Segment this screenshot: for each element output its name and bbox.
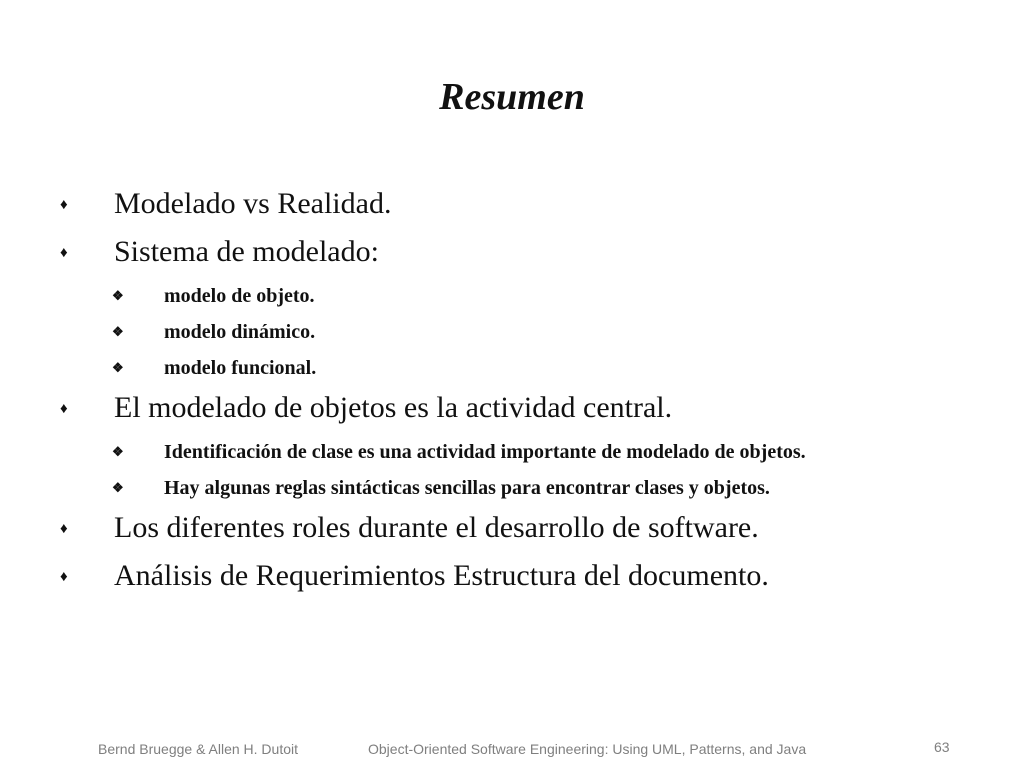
sub-bullet-text: modelo de objeto.	[164, 285, 315, 307]
four-diamond-bullet-icon: ❖	[112, 324, 124, 339]
bullet-item-analisis-requerimientos	[60, 558, 964, 594]
bullet-item-modelado-de-objetos	[60, 390, 964, 426]
bullet-text: El modelado de objetos es la actividad central.	[114, 391, 673, 424]
footer-authors: Bernd Bruegge & Allen H. Dutoit	[98, 741, 299, 757]
bullet-list	[60, 186, 964, 606]
four-diamond-bullet-icon: ❖	[112, 480, 124, 495]
slide-title: Resumen	[439, 76, 585, 118]
bullet-text: Los diferentes roles durante el desarrollo de software.	[114, 511, 759, 544]
sub-bullet-text: Hay algunas reglas sintácticas sencillas para encontrar clases y objetos.	[164, 477, 770, 499]
sub-bullet-item-identificacion-de-clase	[60, 438, 964, 466]
diamond-bullet-icon: ♦	[60, 197, 68, 213]
diamond-bullet-icon: ♦	[60, 521, 68, 537]
sub-bullet-item-modelo-dinamico	[60, 318, 964, 346]
bullet-text: Sistema de modelado:	[114, 235, 379, 268]
four-diamond-bullet-icon: ❖	[112, 360, 124, 375]
sub-bullet-text: modelo funcional.	[164, 357, 317, 379]
sub-bullet-text: Identificación de clase es una actividad importante de modelado de objetos.	[164, 441, 806, 463]
sub-bullet-item-reglas-sintacticas	[60, 474, 964, 502]
bullet-text: Análisis de Requerimientos Estructura del documento.	[114, 559, 769, 592]
diamond-bullet-icon: ♦	[60, 401, 68, 417]
sub-bullet-item-modelo-de-objeto	[60, 282, 964, 310]
bullet-item-sistema-de-modelado	[60, 234, 964, 270]
bullet-item-roles-desarrollo	[60, 510, 964, 546]
bullet-item-modelado-vs-realidad	[60, 186, 964, 222]
four-diamond-bullet-icon: ❖	[112, 444, 124, 459]
footer-page-number: 63	[934, 739, 950, 755]
sub-bullet-text: modelo dinámico.	[164, 321, 316, 343]
diamond-bullet-icon: ♦	[60, 569, 68, 585]
sub-bullet-item-modelo-funcional	[60, 354, 964, 382]
four-diamond-bullet-icon: ❖	[112, 288, 124, 303]
diamond-bullet-icon: ♦	[60, 245, 68, 261]
bullet-text: Modelado vs Realidad.	[114, 187, 392, 220]
footer-book-title: Object-Oriented Software Engineering: Using UML, Patterns, and Java	[368, 741, 807, 757]
